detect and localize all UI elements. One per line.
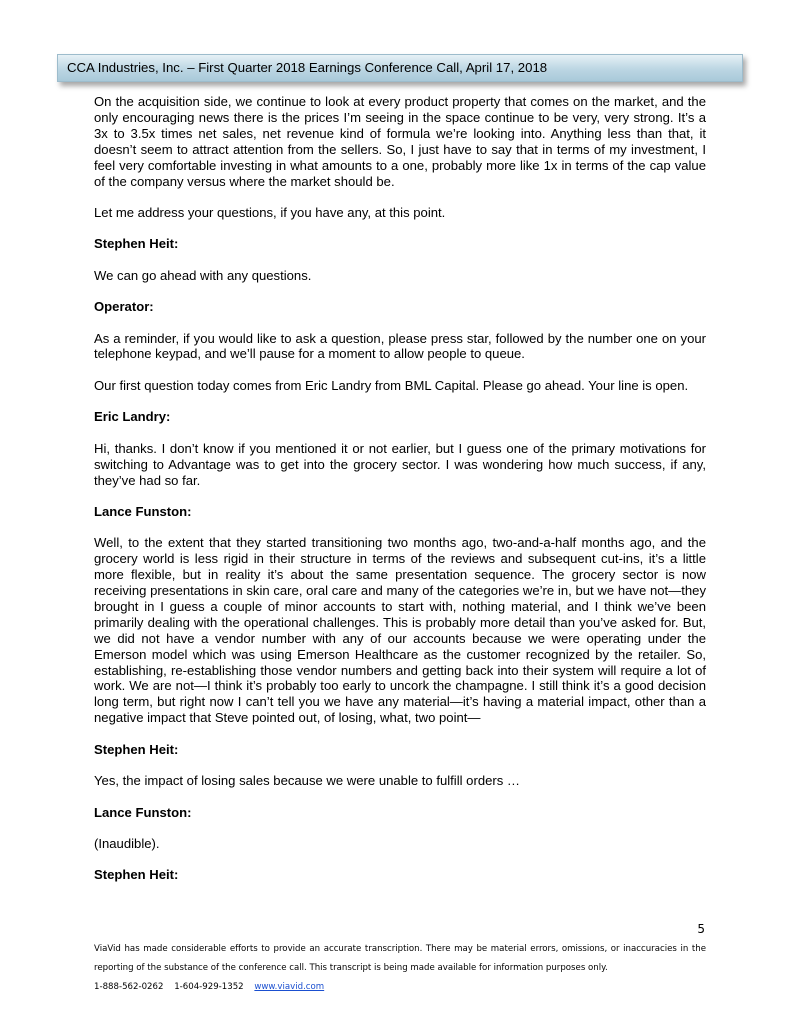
transcript-paragraph: Hi, thanks. I don’t know if you mentioned it or not earlier, but I guess one of the primary motivations for switching to Advantage was to get into the grocery sector. I was wondering how much success, if any, they’ve had so far. bbox=[94, 440, 706, 488]
header-banner bbox=[57, 54, 743, 82]
phone-number: 1-888-562-0262 bbox=[94, 982, 164, 992]
speaker-name: Operator: bbox=[94, 299, 154, 315]
transcript-paragraph: (Inaudible). bbox=[94, 835, 160, 851]
speaker-name: Eric Landry: bbox=[94, 409, 171, 425]
phone-number: 1-604-929-1352 bbox=[174, 982, 244, 992]
speaker-name: Lance Funston: bbox=[94, 804, 192, 820]
transcript-paragraph: Let me address your questions, if you have any, at this point. bbox=[94, 204, 446, 220]
page-number: 5 bbox=[697, 922, 705, 936]
speaker-name: Stephen Heit: bbox=[94, 867, 179, 883]
transcript-paragraph: We can go ahead with any questions. bbox=[94, 267, 312, 283]
footer-disclaimer: ViaVid has made considerable efforts to provide an accurate transcription. There may be material errors, omissions, or inaccuracies in the reporting of the substance of the conference call. This transcript is being made available for information purposes only. bbox=[94, 944, 706, 973]
speaker-name: Lance Funston: bbox=[94, 503, 192, 519]
footer bbox=[94, 940, 706, 997]
transcript-paragraph: Our first question today comes from Eric Landry from BML Capital. Please go ahead. Your line is open. bbox=[94, 377, 689, 393]
page-title: CCA Industries, Inc. – First Quarter 2018 Earnings Conference Call, April 17, 2018 bbox=[67, 60, 548, 75]
speaker-name: Stephen Heit: bbox=[94, 236, 179, 252]
website-link[interactable]: www.viavid.com bbox=[254, 982, 325, 992]
footer-contact bbox=[94, 978, 706, 997]
transcript-paragraph: Yes, the impact of losing sales because we were unable to fulfill orders … bbox=[94, 773, 521, 789]
transcript-paragraph: As a reminder, if you would like to ask a question, please press star, followed by the number one on your telephone keypad, and we’ll pause for a moment to allow people to queue. bbox=[94, 330, 706, 362]
transcript-body bbox=[94, 94, 706, 899]
speaker-name: Stephen Heit: bbox=[94, 741, 179, 757]
transcript-paragraph: On the acquisition side, we continue to look at every product property that comes on the market, and the only encouraging news there is the prices I’m seeing in the space continue to be very, very strong. It’s a 3x to 3.5x times net sales, net revenue kind of formula we’re looking into. Anything less than that, it doesn’t seem to attract attention from the sellers. So, I just have to say that in terms of my investment, I feel very comfortable investing in what amounts to a one, probably more like 1x in terms of the cap value of the company versus where the market should be. bbox=[94, 94, 706, 189]
transcript-paragraph: Well, to the extent that they started transitioning two months ago, two-and-a-half months ago, and the grocery world is less rigid in their structure in terms of the reviews and subsequent cut-ins, it’s a little more flexible, but in reality it’s about the same presentation sequence. The grocery sector is now receiving presentations in skin care, oral care and many of the categories we’re in, but we have not—they brought in I guess a couple of minor accounts to start with, nothing material, and I think we’ve been primarily dealing with the operational challenges. This is probably more detail than you’ve asked for. But, we did not have a vendor number with any of our accounts because we were operating under the Emerson model which was using Emerson Healthcare as the customer recognized by the retailer. So, establishing, re-establishing those vendor numbers and getting back into their system will require a lot of work. We are not—I think it’s probably too early to uncork the champagne. I still think it’s a good decision long term, but right now I can’t tell you we have any material—it’s having a material impact, other than a negative impact that Steve pointed out, of losing, what, two point— bbox=[94, 535, 706, 726]
